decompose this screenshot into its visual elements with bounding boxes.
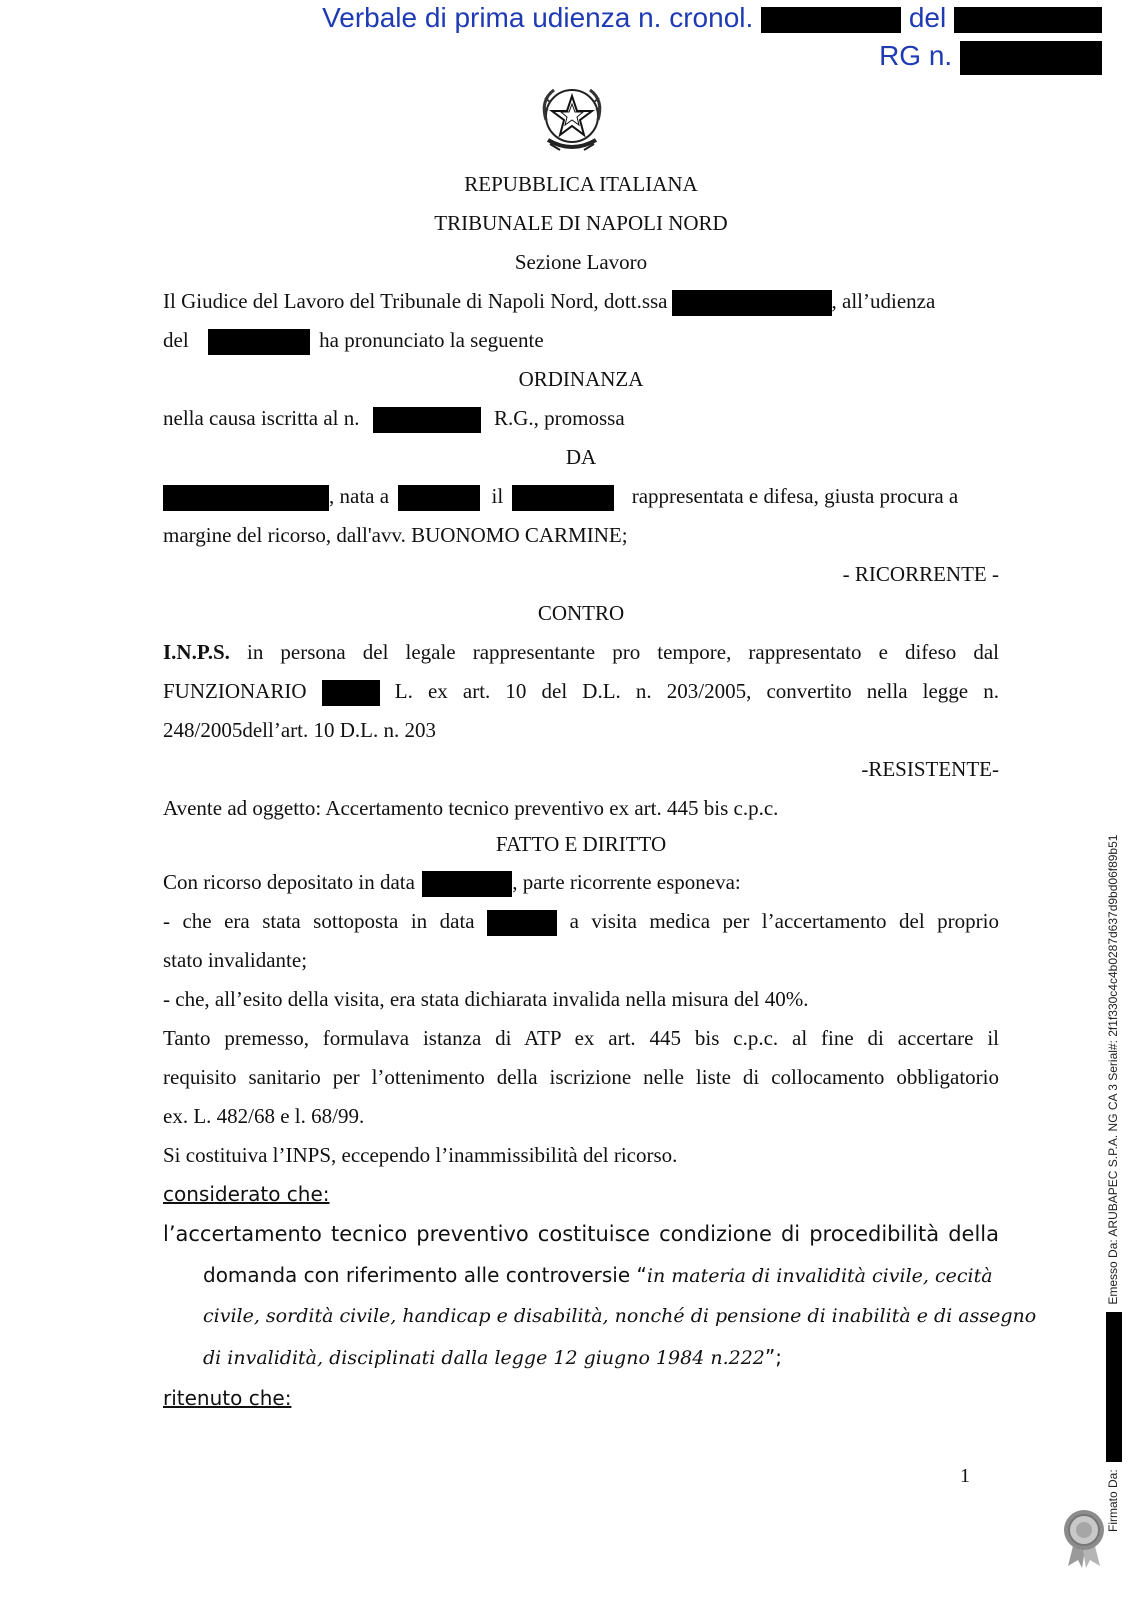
header-line-1 — [322, 2, 1102, 34]
plaintiff-representation: rappresentata e difesa, giusta procura a — [631, 484, 959, 508]
redaction-plaintiff-name — [163, 485, 329, 511]
visita-suffix: a visita medica per l’accertamento del proprio — [569, 909, 999, 933]
considerato-heading: considerato che: — [163, 1182, 330, 1206]
funzionario-label: FUNZIONARIO — [163, 679, 307, 703]
redaction-birthdate — [512, 485, 614, 511]
redaction-birthplace — [398, 485, 480, 511]
ricorso-line — [163, 868, 999, 897]
redaction-ricorso-date — [422, 871, 512, 897]
stato-line: stato invalidante; — [163, 948, 308, 972]
causa-prefix: nella causa iscritta al n. — [163, 406, 360, 430]
header-cronol-label: Verbale di prima udienza n. cronol. — [322, 2, 754, 33]
redaction-rg — [960, 41, 1102, 75]
funzionario-line — [163, 677, 999, 706]
plaintiff-born: , nata a — [329, 484, 390, 508]
redaction-funzionario — [322, 680, 380, 706]
contro-heading: CONTRO — [537, 601, 625, 625]
judge-line — [163, 287, 999, 316]
accertamento-italic-1: in materia di invalidità civile, cecità — [646, 1265, 993, 1287]
fatto-heading: FATTO E DIRITTO — [495, 832, 667, 856]
plaintiff-line — [163, 482, 999, 511]
tanto-line-1: Tanto premesso, formulava istanza di ATP ex art. 445 bis c.p.c. al fine di accertare il — [163, 1026, 999, 1050]
redaction-visita-date — [487, 910, 557, 936]
sidebar-emesso: Emesso Da: ARUBAPEC S.P.A. NG CA 3 Serial#: 2f1f330c4c4b0287d637d9bd06f89b51 — [1106, 834, 1120, 1305]
redaction-signer — [1106, 1312, 1122, 1462]
seal-ribbon-icon — [1062, 1508, 1106, 1568]
page-number: 1 — [960, 1465, 970, 1487]
hearing-line — [163, 326, 999, 355]
inps-description: in persona del legale rappresentante pro tempore, rappresentato e difeso dal — [247, 640, 999, 664]
esito-line: - che, all’esito della visita, era stata dichiarata invalida nella misura del 40%. — [163, 987, 809, 1011]
causa-suffix: R.G., promossa — [494, 406, 625, 430]
tanto-line-3: ex. L. 482/68 e l. 68/99. — [163, 1104, 365, 1128]
header-rg-label: RG n. — [879, 40, 953, 71]
ricorso-suffix: , parte ricorrente esponeva: — [512, 870, 741, 894]
visita-line — [163, 907, 999, 936]
plaintiff-il: il — [491, 484, 504, 508]
costituiva-line: Si costituiva l’INPS, eccependo l’inammissibilità del ricorso. — [163, 1143, 678, 1167]
ricorso-prefix: Con ricorso depositato in data — [163, 870, 415, 894]
ricorrente-label: - RICORRENTE - — [842, 562, 999, 586]
accertamento-line-1: l’accertamento tecnico preventivo costituisce condizione di procedibilità della — [163, 1222, 999, 1246]
emblem-republic-icon — [536, 80, 608, 156]
accertamento-line-2 — [203, 1261, 999, 1290]
inps-line — [163, 638, 999, 666]
redaction-causa-number — [373, 407, 481, 433]
redaction-cronol — [761, 7, 901, 33]
header-del-label: del — [908, 2, 947, 33]
title-section: Sezione Lavoro — [514, 250, 648, 274]
visita-prefix: - che era stata sottoposta in data — [163, 909, 475, 933]
tanto-line-2: requisito sanitario per l’ottenimento della iscrizione nelle liste di collocamento obbligatorio — [163, 1065, 999, 1089]
oggetto-line: Avente ad oggetto: Accertamento tecnico preventivo ex art. 445 bis c.p.c. — [163, 796, 779, 820]
header-line-2 — [879, 40, 1102, 75]
accertamento-plain: domanda con riferimento alle controversie “ — [203, 1263, 647, 1287]
ritenuto-heading: ritenuto che: — [163, 1386, 292, 1410]
title-court: TRIBUNALE DI NAPOLI NORD — [434, 211, 728, 235]
resistente-label: -RESISTENTE- — [861, 757, 999, 781]
title-republic: REPUBBLICA ITALIANA — [464, 172, 698, 196]
redaction-hearing-date — [208, 329, 310, 355]
ordinanza-heading: ORDINANZA — [518, 367, 644, 391]
legge-line: 248/2005dell’art. 10 D.L. n. 203 — [163, 718, 436, 742]
hearing-del: del — [163, 328, 189, 352]
judge-prefix: Il Giudice del Lavoro del Tribunale di Napoli Nord, dott.ssa — [163, 289, 668, 313]
da-heading: DA — [565, 445, 597, 469]
accertamento-line-3: civile, sordità civile, handicap e disabilità, nonché di pensione di inabilità e di assegno — [203, 1305, 1037, 1327]
judge-suffix: , all’udienza — [831, 289, 936, 313]
margine-line: margine del ricorso, dall'avv. BUONOMO CARMINE; — [163, 523, 628, 547]
accertamento-end: ”; — [764, 1345, 782, 1369]
funzionario-rest: L. ex art. 10 del D.L. n. 203/2005, convertito nella legge n. — [394, 679, 1000, 703]
sidebar-firmato: Firmato Da: — [1106, 1469, 1120, 1532]
accertamento-italic-3: di invalidità, disciplinati dalla legge 12 giugno 1984 n.222 — [203, 1347, 765, 1369]
causa-line — [163, 404, 999, 433]
redaction-judge-name — [672, 290, 832, 316]
inps-name: I.N.P.S. — [163, 640, 230, 664]
pronounced-text: ha pronunciato la seguente — [319, 328, 544, 352]
accertamento-line-4 — [203, 1343, 999, 1372]
signature-sidebar — [1102, 792, 1124, 1532]
redaction-date — [954, 7, 1102, 33]
